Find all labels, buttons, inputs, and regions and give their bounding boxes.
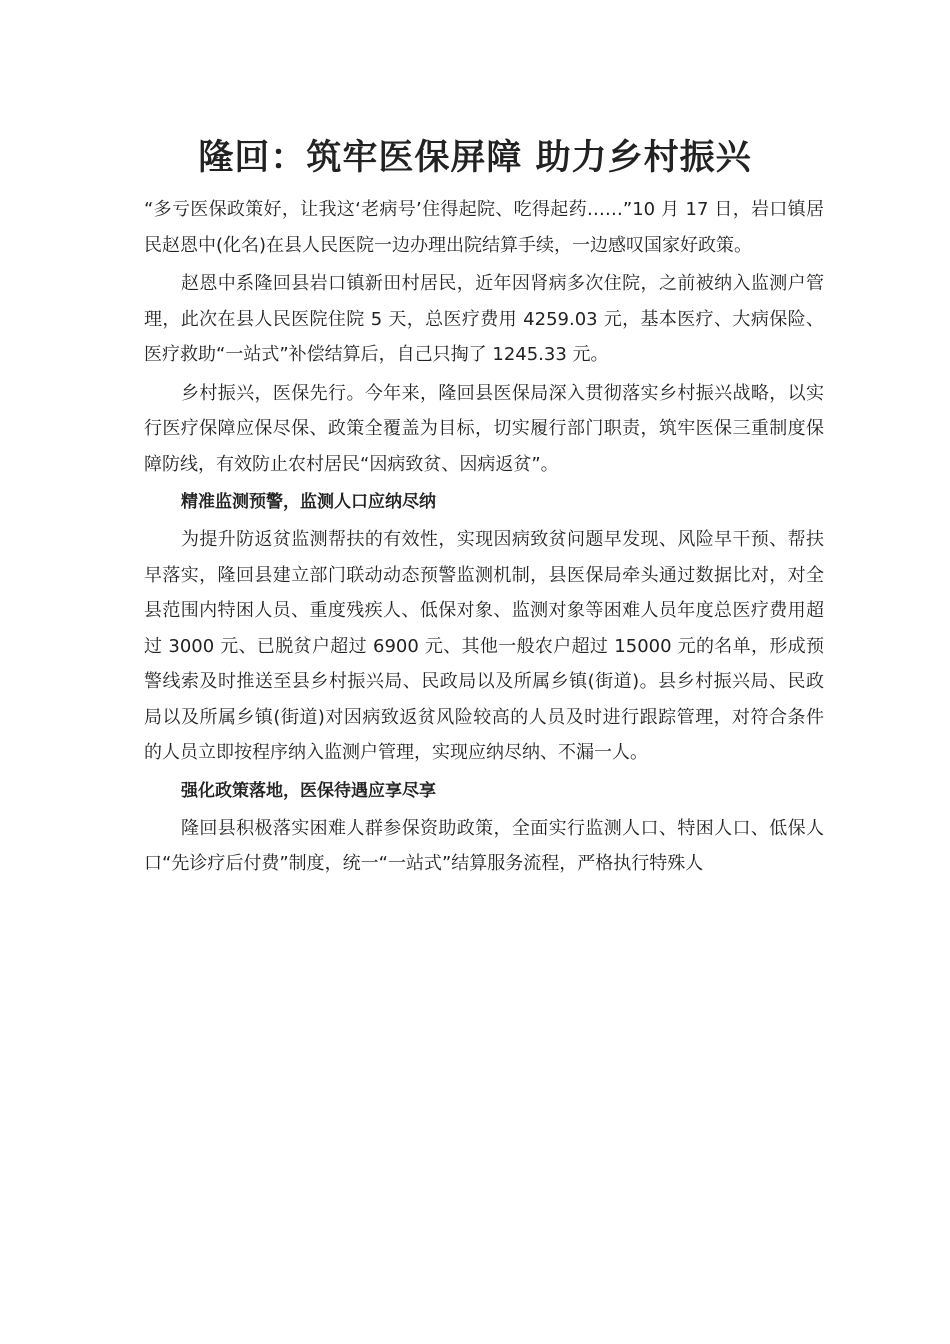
overview-paragraph: 乡村振兴，医保先行。今年来，隆回县医保局深入贯彻落实乡村振兴战略，以实行医疗保障应保尽保、政策全覆盖为目标，切实履行部门职责，筑牢医保三重制度保障防线，有效防止农村居民“因病致贫、因病返贫”。 [144,382,824,475]
section-paragraph-monitoring: 为提升防返贫监测帮扶的有效性，实现因病致贫问题早发现、风险早干预、帮扶早落实，隆回县建立部门联动动态预警监测机制，县医保局牵头通过数据比对，对全县范围内特困人员、重度残疾人、低保对象、监测对象等困难人员年度总医疗费用超过 3000 元、已脱贫户超过 6900 元、其他一般农户超过 15000 元的名单，形成预警线索及时推送至县乡村振兴局、民政局以及所属乡镇(街道)。县乡村振兴局、民政局以及所属乡镇(街道)对因病致返贫风险较高的人员及时进行跟踪管理，对符合条件的人员立即按程序纳入监测户管理，实现应纳尽纳、不漏一人。 [144,529,824,763]
article-title: 隆回：筑牢医保屏障 助力乡村振兴 [198,138,752,178]
section-heading-monitoring: 精准监测预警，监测人口应纳尽纳 [181,492,436,512]
case-paragraph: 赵恩中系隆回县岩口镇新田村居民，近年因肾病多次住院，之前被纳入监测户管理，此次在县人民医院住院 5 天，总医疗费用 4259.03 元，基本医疗、大病保险、医疗救助“一站式”补偿结算后，自己只掏了 1245.33 元。 [144,273,824,365]
article-body [144,192,824,885]
section-heading-policy: 强化政策落地，医保待遇应享尽享 [181,780,436,801]
section-paragraph-policy: 隆回县积极落实困难人群参保资助政策，全面实行监测人口、特困人口、低保人口“先诊疗后付费”制度，统一“一站式”结算服务流程，严格执行特殊人 [144,817,824,874]
intro-paragraph: “多亏医保政策好，让我这‘老病号’住得起院、吃得起药……”10 月 17 日，岩口镇居民赵恩中(化名)在县人民医院一边办理出院结算手续，一边感叹国家好政策。 [144,199,824,256]
